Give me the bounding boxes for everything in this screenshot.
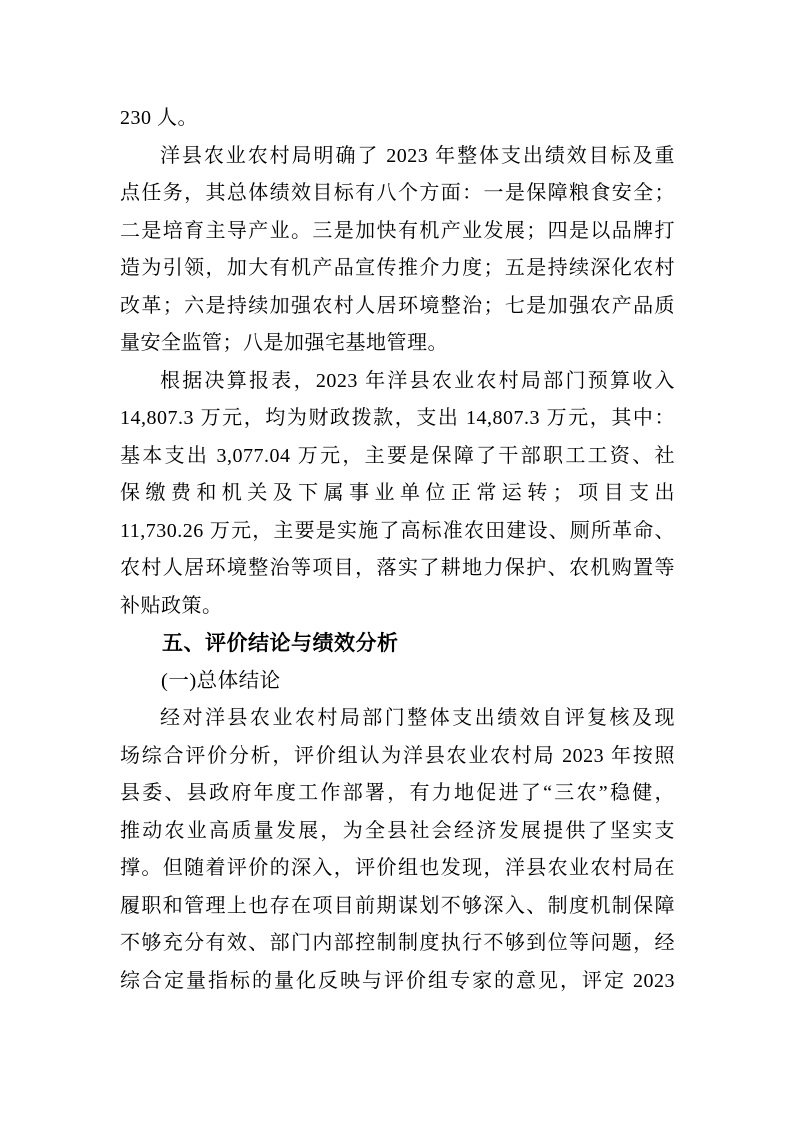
- paragraph-line: 二是培育主导产业。三是加快有机产业发展；四是以品牌打: [120, 219, 675, 242]
- paragraph-line: 洋县农业农村局明确了 2023 年整体支出绩效目标及重: [160, 144, 675, 167]
- paragraph-line: 履职和管理上也存在项目前期谋划不够深入、制度机制保障: [120, 894, 675, 917]
- paragraph-line: 保缴费和机关及下属事业单位正常运转；项目支出: [120, 482, 675, 504]
- paragraph-line: 基本支出 3,077.04 万元，主要是保障了干部职工工资、社: [120, 444, 675, 467]
- section-heading: 五、评价结论与绩效分析: [162, 632, 399, 655]
- paragraph-line: 综合定量指标的量化反映与评价组专家的意见，评定 2023: [120, 969, 675, 992]
- document-text-block: [120, 100, 675, 1000]
- paragraph-line: 点任务，其总体绩效目标有八个方面：一是保障粮食安全；: [120, 182, 675, 204]
- paragraph-line: 县委、县政府年度工作部署，有力地促进了“三农”稳健，: [120, 782, 675, 804]
- subsection-heading: (一)总体结论: [161, 669, 281, 692]
- paragraph-line: 推动农业高质量发展，为全县社会经济发展提供了坚实支: [120, 819, 675, 842]
- paragraph-line: 量安全监管；八是加强宅基地管理。: [120, 332, 448, 354]
- paragraph-line: 农村人居环境整治等项目，落实了耕地力保护、农机购置等: [120, 557, 675, 579]
- paragraph-line: 造为引领，加大有机产品宣传推介力度；五是持续深化农村: [120, 257, 675, 279]
- paragraph-line: 14,807.3 万元，均为财政拨款，支出 14,807.3 万元，其中：: [120, 407, 675, 429]
- paragraph-line: 场综合评价分析，评价组认为洋县农业农村局 2023 年按照: [120, 744, 675, 767]
- paragraph-line: 撑。但随着评价的深入，评价组也发现，洋县农业农村局在: [120, 857, 675, 879]
- paragraph-line: 根据决算报表，2023 年洋县农业农村局部门预算收入: [160, 369, 675, 392]
- paragraph-line: 补贴政策。: [120, 594, 223, 617]
- paragraph-line: 230 人。: [120, 107, 198, 129]
- paragraph-line: 不够充分有效、部门内部控制制度执行不够到位等问题，经: [120, 932, 675, 954]
- paragraph-line: 11,730.26 万元，主要是实施了高标准农田建设、厕所革命、: [120, 519, 675, 542]
- paragraph-line: 改革；六是持续加强农村人居环境整治；七是加强农产品质: [120, 294, 675, 317]
- paragraph-line: 经对洋县农业农村局部门整体支出绩效自评复核及现: [160, 707, 675, 729]
